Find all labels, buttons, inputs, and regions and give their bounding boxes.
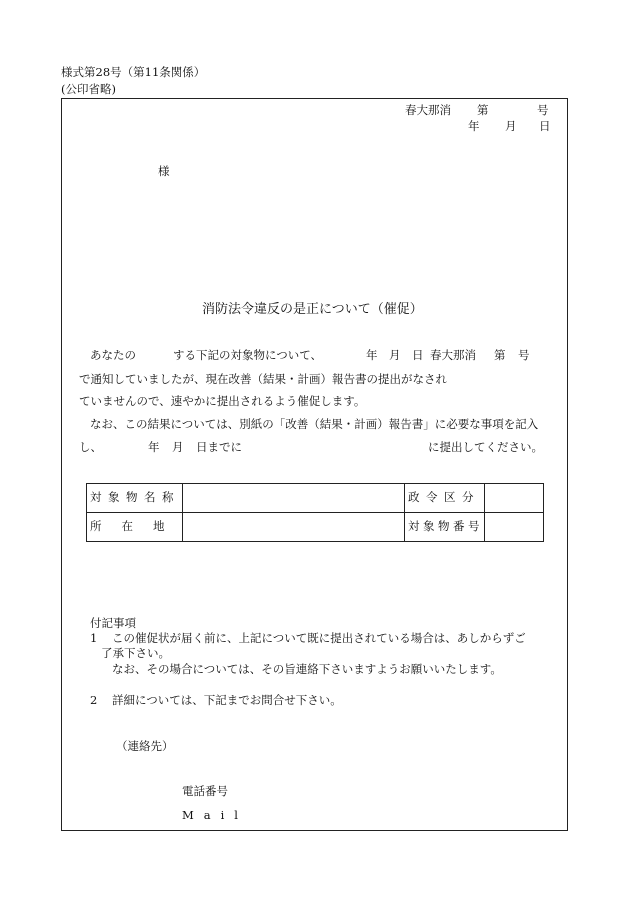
value-location[interactable] [183, 513, 405, 542]
note2-text: 詳細については、下記までお問合せ下さい。 [112, 693, 342, 707]
body-line2: で通知していましたが、現在改善（結果・計画）報告書の提出がなされ [79, 372, 447, 386]
table-row [87, 513, 544, 542]
body-line1-dai: 第 [494, 348, 506, 362]
body-line1-year: 年 [366, 348, 378, 362]
body-line1-month: 月 [389, 348, 401, 362]
body-line5-month: 月 [172, 440, 184, 454]
value-target-name[interactable] [183, 484, 405, 513]
label-target-number: 対象物番号 [405, 513, 485, 542]
body-line3: ていませんので、速やかに提出されるよう催促します。 [79, 394, 366, 408]
body-line5-c: に提出してください。 [428, 440, 543, 454]
phone-label: 電話番号 [182, 784, 228, 798]
body-line1-day: 日 [412, 348, 424, 362]
addressee-suffix: 様 [158, 164, 170, 178]
table-row [87, 484, 544, 513]
body-line5-year: 年 [148, 440, 160, 454]
note1-number: 1 [90, 631, 98, 645]
note1-line3: なお、その場合については、その旨連絡下さいますようお願いいたします。 [112, 662, 502, 676]
body-line4: なお、この結果については、別紙の「改善（結果・計画）報告書」に必要な事項を記入 [90, 417, 539, 431]
doc-number-dai: 第 [477, 103, 489, 117]
form-label: 様式第28号（第11条関係） [61, 65, 206, 79]
note2-number: 2 [90, 693, 98, 707]
date-year: 年 [468, 119, 480, 133]
mail-label: Mail [182, 808, 248, 822]
contact-heading: （連絡先） [116, 739, 174, 753]
notes-heading: 付記事項 [90, 616, 136, 630]
label-ordinance-class: 政令区分 [405, 484, 485, 513]
body-line1-a: あなたの [90, 348, 136, 362]
value-target-number[interactable] [485, 513, 544, 542]
note1-line2: 了承下さい。 [101, 646, 170, 660]
date-month: 月 [505, 119, 517, 133]
page-title: 消防法令違反の是正について（催促） [202, 302, 423, 317]
doc-number-prefix: 春大那消 [405, 103, 451, 117]
body-line5-b: 日までに [196, 440, 242, 454]
body-line1-go: 号 [518, 348, 530, 362]
body-line1-prefix: 春大那消 [430, 348, 476, 362]
label-target-name: 対象物名称 [87, 484, 183, 513]
info-table [86, 483, 544, 542]
value-ordinance-class[interactable] [485, 484, 544, 513]
label-location: 所在地 [87, 513, 183, 542]
body-line1-b: する下記の対象物について、 [173, 348, 323, 362]
seal-note: (公印省略) [61, 82, 116, 96]
doc-number-go: 号 [537, 103, 549, 117]
body-line5-a: し、 [79, 440, 102, 454]
date-day: 日 [539, 119, 551, 133]
document-frame [61, 98, 568, 831]
note1-line1: この催促状が届く前に、上記について既に提出されている場合は、あしからずご [112, 631, 526, 645]
